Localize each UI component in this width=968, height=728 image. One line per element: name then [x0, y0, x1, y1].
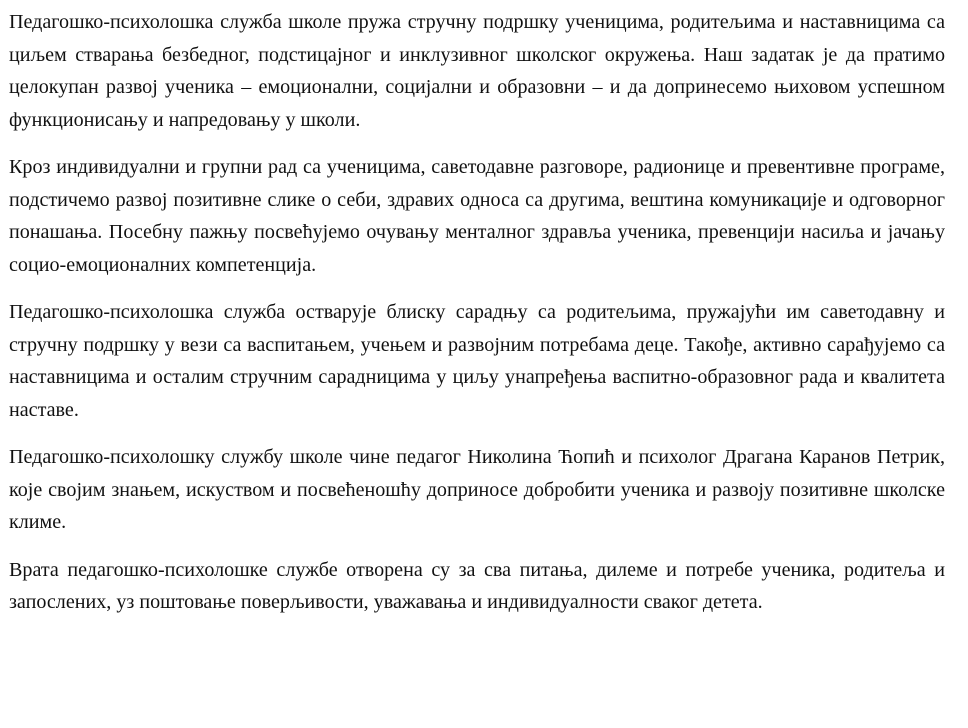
paragraph-cooperation: Педагошко-психолошка служба остварује блиску сарадњу са родитељима, пружајући им саветодавну и стручну подршку у вези са васпитањем, учењем и развојним потребама деце. Такође, активно сарађујемо са наставницима и осталим стручним сарадницима у циљу унапређења васпитно-образовног рада и квалитета наставе.	[9, 301, 945, 421]
paragraph-intro: Педагошко-психолошка служба школе пружа стручну подршку ученицима, родитељима и наставницима са циљем стварања безбедног, подстицајног и инклузивног школског окружења. Наш задатак је да пратимо целокупан развој ученика – емоционални, социјални и образовни – и да допринесемо њиховом успешном функционисању и напредовању у школи.	[9, 11, 945, 131]
paragraph-activities: Кроз индивидуални и групни рад са ученицима, саветодавне разговоре, радионице и превентивне програме, подстичемо развој позитивне слике о себи, здравих односа са другима, вештина комуникације и одговорног понашања. Посебну пажњу посвећујемо очувању менталног здравља ученика, превенцији насиља и јачању социо-емоционалних компетенција.	[9, 156, 945, 276]
paragraph-open-door: Врата педагошко-психолошке службе отворена су за сва питања, дилеме и потребе ученика, родитеља и запослених, уз поштовање поверљивости, уважавања и индивидуалности сваког детета.	[9, 558, 945, 613]
paragraph-staff: Педагошко-психолошку службу школе чине педагог Николина Ћопић и психолог Драгана Каранов Петрик, које својим знањем, искуством и посвећеношћу доприносе добробити ученика и развоју позитивне школске климе.	[9, 446, 945, 533]
